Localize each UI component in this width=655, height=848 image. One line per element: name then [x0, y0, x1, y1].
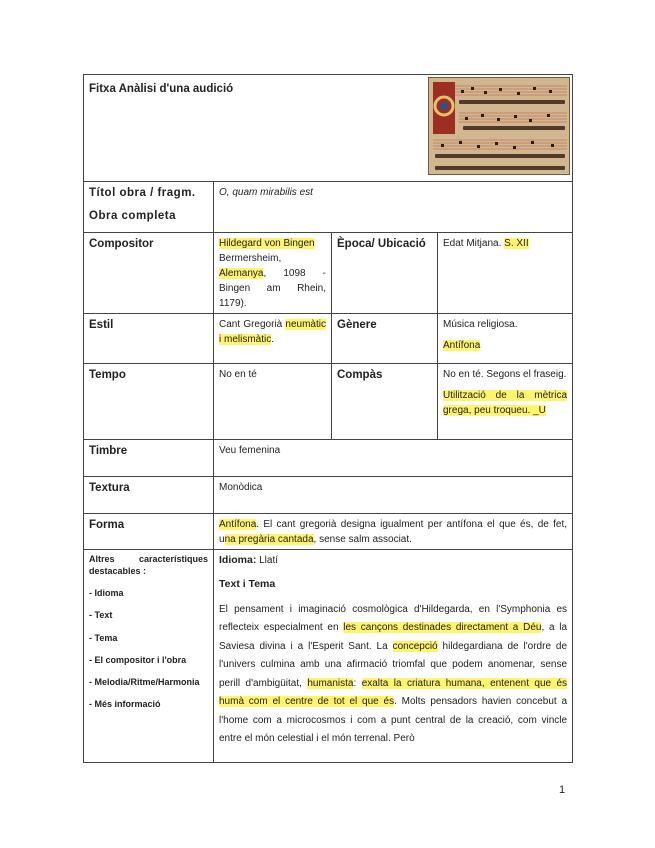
- epoca-value: Edat Mitjana.: [443, 238, 505, 249]
- titol-label: Títol obra / fragm.: [89, 187, 196, 199]
- para-hl-3: humanista: [307, 677, 354, 689]
- textura-label-cell: [84, 477, 214, 514]
- estil-value-cell: [214, 314, 332, 364]
- form-title: Fitxa Anàlisi d'una audició: [89, 83, 234, 95]
- compas-metric: Utilització de la mètrica grega, peu troqueu. _U: [443, 390, 568, 416]
- timbre-value: Veu femenina: [219, 445, 281, 456]
- genere-antifona: Antífona: [443, 340, 481, 351]
- forma-pregaria: na pregària cantada: [224, 534, 314, 545]
- timbre-label-cell: [84, 440, 214, 477]
- analysis-form-table: [83, 74, 573, 763]
- header-cell: [84, 75, 573, 182]
- compas-label-cell: [332, 364, 438, 440]
- gregorian-manuscript-image: [428, 77, 570, 175]
- altres-item-compositor: - El compositor i l'obra: [89, 654, 187, 665]
- estil-highlight: neumàtic i melismàtic: [219, 319, 326, 345]
- titol-row: [84, 182, 573, 233]
- composer-country: Alemanya: [219, 268, 264, 279]
- textura-row: [84, 477, 573, 514]
- obra-completa-label: Obra completa: [89, 210, 177, 223]
- forma-value-cell: [214, 514, 573, 550]
- para-hl-4: exalta la criatura humana, entenent que és humà com el centre de tot el que és: [219, 677, 568, 707]
- composer-birthplace: Bermersheim,: [219, 253, 282, 264]
- altres-label-cell: [84, 550, 214, 763]
- altres-row: [84, 550, 573, 763]
- forma-row: [84, 514, 573, 550]
- altres-item-idioma: - Idioma: [89, 588, 124, 599]
- idioma-label: Idioma:: [219, 554, 257, 566]
- compositor-label: Compositor: [89, 238, 154, 250]
- para-seg-1: El pensament i imaginació cosmològica d'Hildegarda, en l'Symphonia es reflecteix especialment en: [219, 603, 568, 633]
- titol-value: O, quam mirabilis est: [219, 187, 313, 198]
- epoca-century: S. XII: [504, 238, 529, 249]
- estil-row: [84, 314, 573, 364]
- compositor-label-cell: [84, 233, 214, 314]
- text-tema-label: Text i Tema: [219, 577, 276, 590]
- idioma-value: Llatí: [256, 555, 279, 566]
- titol-value-cell: [214, 182, 573, 233]
- altres-label: Altres característiques destacables :: [89, 554, 208, 577]
- para-seg-4: :: [353, 677, 362, 689]
- epoca-label-cell: [332, 233, 438, 314]
- altres-item-tema: - Tema: [89, 632, 118, 643]
- compas-value: No en té. Segons el fraseig.: [443, 369, 567, 380]
- estil-label: Estil: [89, 319, 114, 331]
- forma-label: Forma: [89, 519, 125, 531]
- textura-value: Monòdica: [219, 482, 263, 493]
- epoca-label: Època/ Ubicació: [337, 238, 426, 250]
- manuscript-drawing: [429, 78, 569, 174]
- estil-label-cell: [84, 314, 214, 364]
- altres-item-melodia: - Melodia/Ritme/Harmonia: [89, 676, 200, 687]
- page-number: 1: [559, 784, 566, 796]
- compositor-value-cell: [214, 233, 332, 314]
- tempo-value: No en té: [219, 369, 257, 380]
- textura-value-cell: [214, 477, 573, 514]
- forma-antifona: Antífona: [219, 519, 257, 530]
- textura-label: Textura: [89, 482, 130, 494]
- epoca-value-cell: [438, 233, 573, 314]
- compas-value-cell: [438, 364, 573, 440]
- para-hl-1: les cançons destinades directament a Déu: [343, 622, 542, 633]
- para-hl-2: concepció: [392, 640, 438, 652]
- timbre-value-cell: [214, 440, 573, 477]
- tempo-row: [84, 364, 573, 440]
- estil-value: Cant Gregorià: [219, 319, 286, 330]
- genere-value: Música religiosa.: [443, 319, 518, 330]
- forma-text-1: . El cant gregorià designa igualment per antífona el que és, de fet, u: [219, 519, 568, 545]
- altres-item-mes-info: - Més informació: [89, 698, 161, 709]
- titol-label-cell: [84, 182, 214, 233]
- composer-dates: , 1098 - Bingen am Rhein, 1179).: [219, 268, 326, 309]
- forma-text-2: , sense salm associat.: [313, 534, 412, 545]
- para-seg-2: , a la Saviesa divina i a l'Esperit Sant. La: [219, 622, 568, 652]
- header-row: [84, 75, 573, 182]
- genere-label: Gènere: [337, 319, 377, 331]
- compas-label: Compàs: [337, 369, 383, 381]
- altres-item-text: - Text: [89, 610, 113, 621]
- para-seg-5: . Molts pensadors havien concebut a l'home com a microcosmos i com a punt central de la creació, com vincle entre el món celestial i el món terrenal. Però: [219, 696, 568, 744]
- timbre-label: Timbre: [89, 445, 128, 457]
- tempo-label-cell: [84, 364, 214, 440]
- genere-value-cell: [438, 314, 573, 364]
- altres-value-cell: [214, 550, 573, 763]
- para-seg-3: hildegardiana de l'ordre de l'univers culmina amb una afirmació triomfal que podem anomenar, sense perill d'ambigüitat,: [219, 640, 568, 689]
- tempo-label: Tempo: [89, 369, 126, 381]
- genere-label-cell: [332, 314, 438, 364]
- timbre-row: [84, 440, 573, 477]
- forma-label-cell: [84, 514, 214, 550]
- estil-end: .: [271, 334, 275, 345]
- compositor-row: [84, 233, 573, 314]
- composer-name: Hildegard von Bingen: [219, 238, 315, 249]
- text-tema-paragraph: [219, 601, 567, 749]
- tempo-value-cell: [214, 364, 332, 440]
